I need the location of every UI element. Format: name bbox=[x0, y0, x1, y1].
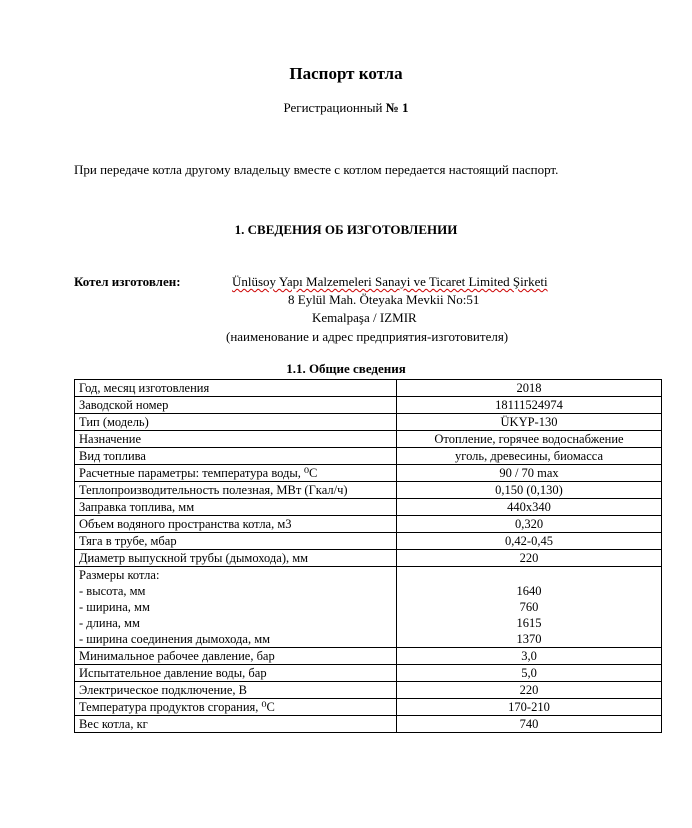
table-row bbox=[75, 699, 662, 716]
table-row bbox=[75, 482, 662, 499]
spec-value: 18111524974 bbox=[397, 397, 662, 414]
table-row bbox=[75, 448, 662, 465]
manufacturer-address-line1: 8 Eylül Mah. Öteyaka Mevkii No:51 bbox=[288, 292, 480, 307]
table-row-dimensions bbox=[75, 567, 662, 648]
manufacturer-label: Котел изготовлен: bbox=[74, 274, 181, 289]
dimensions-labels bbox=[75, 567, 397, 648]
spec-label: Испытательное давление воды, бар bbox=[75, 665, 397, 682]
table-row bbox=[75, 716, 662, 733]
spec-value: 90 / 70 max bbox=[397, 465, 662, 482]
table-row bbox=[75, 516, 662, 533]
manufacturer-caption: (наименование и адрес предприятия-изготовителя) bbox=[226, 329, 509, 344]
spec-label: Тяга в трубе, мбар bbox=[75, 533, 397, 550]
table-row bbox=[75, 550, 662, 567]
dimension-value: 1370 bbox=[516, 632, 542, 646]
table-row bbox=[75, 533, 662, 550]
table-row bbox=[75, 499, 662, 516]
table-row bbox=[75, 414, 662, 431]
subsection-heading-general: 1.1. Общие сведения bbox=[286, 361, 406, 376]
spec-value: Отопление, горячее водоснабжение bbox=[397, 431, 662, 448]
manufacturer-address-line2: Kemalpaşa / IZMIR bbox=[312, 310, 417, 325]
registration-line bbox=[0, 100, 692, 116]
spec-label: Минимальное рабочее давление, бар bbox=[75, 648, 397, 665]
table-row bbox=[75, 648, 662, 665]
dimension-label: - длина, мм bbox=[79, 616, 140, 630]
spec-label: Год, месяц изготовления bbox=[75, 380, 397, 397]
spec-value: 440х340 bbox=[397, 499, 662, 516]
general-specs-table bbox=[74, 379, 662, 733]
spec-label: Вес котла, кг bbox=[75, 716, 397, 733]
spec-value: 220 bbox=[397, 682, 662, 699]
spec-label: Заправка топлива, мм bbox=[75, 499, 397, 516]
dimension-label: - ширина соединения дымохода, мм bbox=[79, 632, 271, 646]
spacer bbox=[401, 567, 657, 583]
spec-value: 740 bbox=[397, 716, 662, 733]
spec-label: Назначение bbox=[75, 431, 397, 448]
dimensions-values bbox=[397, 567, 662, 648]
table-row bbox=[75, 465, 662, 482]
spec-value: уголь, древесины, биомасса bbox=[397, 448, 662, 465]
spec-value: 2018 bbox=[397, 380, 662, 397]
spec-value: 5,0 bbox=[397, 665, 662, 682]
dimension-label: - ширина, мм bbox=[79, 600, 150, 614]
spec-value: ÜKYP-130 bbox=[397, 414, 662, 431]
spec-label: Диаметр выпускной трубы (дымохода), мм bbox=[75, 550, 397, 567]
spec-label: Температура продуктов сгорания, ⁰С bbox=[75, 699, 397, 716]
table-row bbox=[75, 431, 662, 448]
spec-label: Вид топлива bbox=[75, 448, 397, 465]
spec-value: 0,150 (0,130) bbox=[397, 482, 662, 499]
dimensions-header: Размеры котла: bbox=[79, 568, 160, 582]
table-row bbox=[75, 682, 662, 699]
spec-value: 0,320 bbox=[397, 516, 662, 533]
section-heading-manufacturing: 1. СВЕДЕНИЯ ОБ ИЗГОТОВЛЕНИИ bbox=[234, 222, 458, 237]
intro-paragraph: При передаче котла другому владельцу вместе с котлом передается настоящий паспорт. bbox=[74, 162, 559, 177]
spec-value: 0,42-0,45 bbox=[397, 533, 662, 550]
spec-label: Расчетные параметры: температура воды, ⁰С bbox=[75, 465, 397, 482]
spec-label: Объем водяного пространства котла, м3 bbox=[75, 516, 397, 533]
table-row bbox=[75, 665, 662, 682]
dimension-value: 760 bbox=[519, 600, 539, 614]
spec-label: Заводской номер bbox=[75, 397, 397, 414]
spec-label: Теплопроизводительность полезная, МВт (Гкал/ч) bbox=[75, 482, 397, 499]
spec-value: 3,0 bbox=[397, 648, 662, 665]
dimension-value: 1640 bbox=[516, 584, 542, 598]
spec-label: Электрическое подключение, В bbox=[75, 682, 397, 699]
spec-value: 170-210 bbox=[397, 699, 662, 716]
registration-number: № 1 bbox=[385, 100, 409, 115]
table-row bbox=[75, 397, 662, 414]
table-row bbox=[75, 380, 662, 397]
spec-value: 220 bbox=[397, 550, 662, 567]
manufacturer-name: Ünlüsoy Yapı Malzemeleri Sanayi ve Ticaret Limited Şirketi bbox=[232, 274, 548, 289]
spec-label: Тип (модель) bbox=[75, 414, 397, 431]
dimension-value: 1615 bbox=[516, 616, 542, 630]
registration-prefix: Регистрационный bbox=[283, 100, 386, 115]
document-title: Паспорт котла bbox=[289, 64, 403, 83]
dimension-label: - высота, мм bbox=[79, 584, 146, 598]
